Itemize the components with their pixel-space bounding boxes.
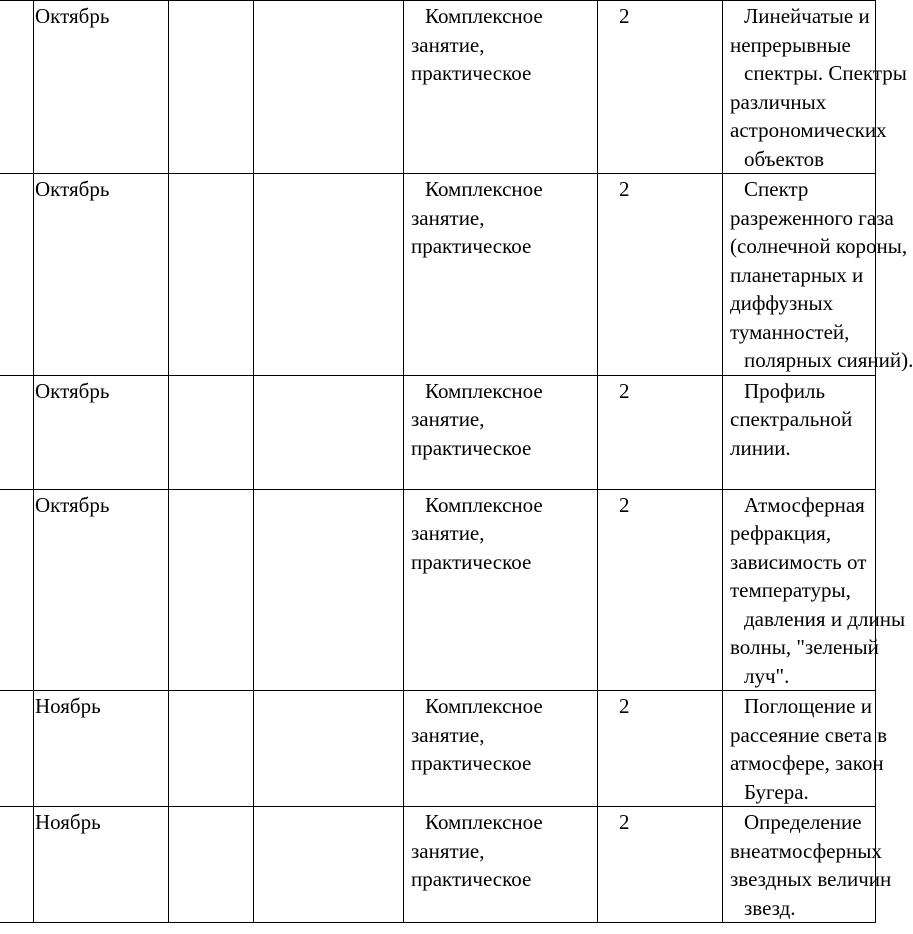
lesson-type-cell: [404, 691, 598, 807]
topic-line: спектры. Спектры: [744, 61, 907, 85]
topic-line: звездных величин: [730, 867, 892, 891]
number-cell: [0, 691, 34, 807]
topic-line: разреженного газа: [730, 205, 894, 230]
lesson-type-line: практическое: [411, 61, 532, 85]
topic-line: туманностей,: [730, 319, 850, 344]
topic-line: рассеяние света в: [730, 722, 888, 747]
empty-cell: [254, 489, 404, 691]
number-cell: [0, 489, 34, 691]
table-row: [0, 375, 876, 489]
lesson-type-line: Комплексное: [425, 177, 543, 201]
lesson-type-line: практическое: [411, 867, 532, 891]
topic-line: непрерывные: [730, 32, 851, 57]
hours-cell: 2: [598, 807, 723, 923]
topic-cell: [723, 375, 876, 489]
topic-cell: [723, 489, 906, 691]
topic-line: Спектр: [744, 177, 809, 201]
month-cell: Ноябрь: [34, 807, 169, 923]
topic-line: спектральной: [730, 407, 853, 431]
topic-line: зависимость от: [730, 549, 867, 574]
lesson-type-line: Комплексное: [425, 378, 543, 403]
topic-line: Атмосферная: [744, 492, 865, 517]
table-row: [0, 174, 876, 376]
topic-cell: [723, 691, 888, 807]
topic-line: Бугера.: [744, 779, 809, 804]
empty-cell: [169, 691, 254, 807]
topic-line: внеатмосферных: [730, 838, 882, 863]
empty-cell: [169, 174, 254, 376]
hours-cell: 2: [598, 375, 723, 489]
lesson-type-line: Комплексное: [425, 694, 543, 718]
empty-cell: [254, 375, 404, 489]
topic-line: Линейчатые и: [744, 4, 870, 28]
number-cell: [0, 1, 34, 174]
topic-cell: [723, 1, 907, 174]
lesson-type-line: Комплексное: [425, 810, 543, 834]
month-cell: Октябрь: [34, 489, 169, 691]
topic-line: температуры,: [730, 578, 851, 602]
lesson-type-cell: [404, 174, 598, 376]
topic-line: рефракция,: [730, 521, 832, 545]
empty-cell: [169, 807, 254, 923]
topic-line: линии.: [730, 435, 791, 460]
topic-line: астрономических: [730, 118, 887, 142]
lesson-type-cell: [404, 807, 598, 923]
topic-line: Определение: [744, 810, 862, 834]
topic-line: Профиль: [744, 378, 826, 403]
empty-cell: [254, 1, 404, 174]
empty-cell: [254, 807, 404, 923]
lesson-type-cell: [404, 1, 598, 174]
table-row: [0, 1, 876, 174]
table-row: [0, 489, 876, 691]
number-cell: [0, 807, 34, 923]
month-cell: Октябрь: [34, 1, 169, 174]
table-row: [0, 807, 876, 923]
lesson-type-line: занятие,: [411, 205, 485, 230]
empty-cell: [169, 375, 254, 489]
topic-line: луч".: [744, 663, 790, 688]
topic-line: волны, "зеленый: [730, 635, 879, 659]
topic-cell: [723, 807, 892, 923]
number-cell: [0, 375, 34, 489]
empty-cell: [254, 174, 404, 376]
empty-cell: [169, 1, 254, 174]
month-cell: Октябрь: [34, 174, 169, 376]
lesson-type-line: занятие,: [411, 722, 485, 747]
hours-cell: 2: [598, 1, 723, 174]
topic-line: звезд.: [744, 895, 796, 920]
topic-line: (солнечной короны,: [730, 234, 908, 258]
empty-cell: [169, 489, 254, 691]
lesson-type-line: Комплексное: [425, 4, 543, 28]
empty-cell: [254, 691, 404, 807]
topic-line: атмосфере, закон: [730, 751, 884, 775]
lesson-type-cell: [404, 489, 598, 691]
topic-line: полярных сияний).: [744, 348, 913, 372]
topic-line: объектов: [744, 146, 825, 171]
lesson-type-line: занятие,: [411, 407, 485, 431]
hours-cell: 2: [598, 489, 723, 691]
hours-cell: 2: [598, 174, 723, 376]
lesson-type-line: практическое: [411, 751, 532, 775]
lesson-type-line: занятие,: [411, 521, 485, 545]
month-cell: Октябрь: [34, 375, 169, 489]
topic-line: давления и длины: [744, 606, 906, 631]
hours-cell: 2: [598, 691, 723, 807]
lesson-type-line: практическое: [411, 435, 532, 460]
table-row: [0, 691, 876, 807]
lesson-type-line: практическое: [411, 549, 532, 574]
topic-line: планетарных и: [730, 262, 864, 287]
lesson-type-line: занятие,: [411, 32, 485, 57]
month-cell: Ноябрь: [34, 691, 169, 807]
lesson-type-line: Комплексное: [425, 492, 543, 517]
topic-line: диффузных: [730, 291, 834, 315]
lesson-type-line: практическое: [411, 234, 532, 258]
topic-line: Поглощение и: [744, 694, 872, 718]
number-cell: [0, 174, 34, 376]
lesson-type-cell: [404, 375, 598, 489]
topic-line: различных: [730, 89, 827, 114]
lesson-type-line: занятие,: [411, 838, 485, 863]
topic-cell: [723, 174, 913, 376]
